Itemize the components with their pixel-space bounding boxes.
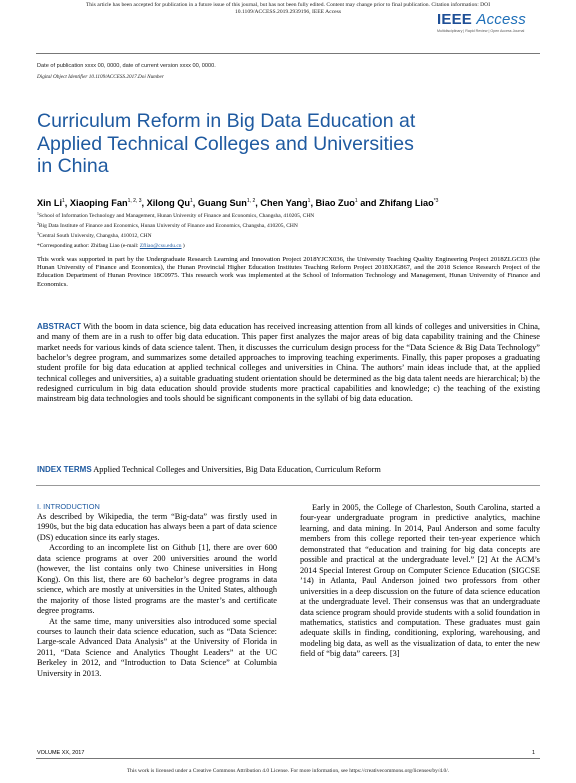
doi-line: Digital Object Identifier 10.1109/ACCESS.2017.Doi Number — [37, 74, 164, 80]
logo-ieee-text: IEEE — [437, 11, 472, 28]
author-name: Zhifang Liao — [379, 198, 434, 208]
affiliation-number: 3 — [37, 232, 39, 236]
affiliation-text: Big Data Institute of Finance and Economics, Hunan University of Finance and Economics, Changsha, 410205, CHN — [38, 223, 298, 229]
author-separator: , — [310, 198, 316, 208]
notice-line-1: This article has been accepted for publication in a future issue of this journal, but has not been fully edited. Content may change prior to final publication. Citation information: DOI — [85, 2, 491, 8]
section-heading: I. INTRODUCTION — [37, 502, 100, 511]
abstract-label: ABSTRACT — [37, 322, 81, 331]
author-name: Chen Yang — [260, 198, 308, 208]
index-terms-label: INDEX TERMS — [37, 465, 92, 474]
affiliation-text: School of Information Technology and Management, Hunan University of Finance and Economics, Changsha, 410205, CHN — [38, 213, 315, 219]
logo-access-text: Access — [476, 11, 526, 28]
affiliation-2 — [37, 221, 298, 230]
affiliation-number: 1 — [37, 212, 39, 216]
ieee-access-logo — [437, 11, 557, 41]
corresponding-suffix: ) — [181, 243, 185, 249]
affiliation-text: Central South University, Changsha, 410012, CHN — [38, 233, 152, 239]
affiliation-number: 2 — [37, 222, 39, 226]
affiliation-1 — [37, 211, 314, 220]
author-name: Xiaoping Fan — [69, 198, 128, 208]
author-affiliation-marker: 1 — [190, 198, 193, 204]
corresponding-author — [37, 243, 185, 249]
author-separator: , — [255, 198, 261, 208]
index-terms-text: Applied Technical Colleges and Universities, Big Data Education, Curriculum Reform — [93, 465, 381, 474]
abstract — [37, 322, 540, 405]
abstract-text: With the boom in data science, big data education has received increasing attention from all kinds of colleges and universities in China, and many of them are in a rush to offer big data education. This paper first analyzes the major areas of big data capability training and the Chinese market needs for various kinds of data science talent. Then, it discusses the curriculum design process for the “Data Science & Big Data Technology” bachelor’s degree program, and summarizes some detailed approaches to improving teaching experiments. Finally, this paper proposes a graduating student profile for big data education at applied technical colleges and universities in China. The authors’ main ideas include that, at the applied technical colleges and universities, a) a suitable graduating student orientation should be determined as the big data talent needs are hierarchical; b) the redesigned curriculum in big data education should provide students more practical capabilities and knowledge; c) the teaching of the existing mainstream big data technologies and tools should be significant components in the syllabi of big data education. — [37, 322, 540, 404]
paper-title — [37, 110, 537, 178]
body-paragraph: According to an incomplete list on Github [1], there are over 600 data science programs at over 200 universities around the world (however, the list contains only two Chinese universities in Hong Kong). On this list, there are 60 bachelor’s degree programs in data science, which are mostly at universities in the United States, although the majority of those listed programs are the master’s and certificate degree programs. — [37, 543, 277, 616]
author-list — [37, 198, 438, 208]
left-column — [37, 512, 277, 679]
right-column — [300, 503, 540, 660]
header-divider — [36, 53, 540, 54]
logo-tagline: Multidisciplinary | Rapid Review | Open Access Journal — [437, 29, 525, 33]
author-name: Biao Zuo — [315, 198, 355, 208]
body-paragraph: Early in 2005, the College of Charleston, South Carolina, started a four-year undergraduate program in predictive analytics, machine learning, and data mining. In 2014, Paul Anderson and some faculty members from this college reported their ten-year experience which demonstrated that “education and training for big data concepts are possible and practical at the undergraduate level.” [2] At the ACM’s 2014 Special Interest Group on Computer Science Education (SIGCSE ’14) in Atlanta, Paul Anderson joined two professors from other universities in a deep discussion on the future of data science education at the undergraduate level. Their consensus was that an undergraduate data science program should provide students with a solid foundation in mathematics, statistics and computation. These graduates must gain adequate skills in finding, conditioning, exploring, warehousing, and modeling big data, as well as the visualization of data, to enter the new field of “big data” careers. [3] — [300, 503, 540, 659]
author-affiliation-marker: 1 — [307, 198, 311, 204]
author-separator: , — [141, 198, 147, 208]
title-line-2: Applied Technical Colleges and Universities — [37, 132, 414, 155]
author-affiliation-marker: 1 — [62, 198, 65, 204]
logo-wordmark — [437, 11, 557, 28]
section-divider — [36, 485, 540, 486]
notice-line-2: 10.1109/ACCESS.2019.2939196, IEEE Access — [234, 9, 342, 15]
corresponding-prefix: *Corresponding author: Zhifang Liao (e-mail: — [37, 243, 140, 249]
affiliation-3 — [37, 231, 152, 240]
author-affiliation-marker: 1, 2, 3 — [127, 198, 142, 204]
author-name: Xilong Qu — [146, 198, 190, 208]
author-separator: and — [357, 198, 380, 208]
publication-date-line: Date of publication xxxx 00, 0000, date of current version xxxx 00, 0000. — [37, 63, 216, 69]
author-name: Xin Li — [37, 198, 63, 208]
author-separator: , — [192, 198, 198, 208]
title-line-3: in China — [37, 155, 109, 177]
volume-label: VOLUME XX, 2017 — [37, 750, 85, 756]
footer-divider — [36, 758, 540, 759]
index-terms — [37, 465, 540, 475]
license-notice: This work is licensed under a Creative Commons Attribution 4.0 License. For more information, see https://creativecommons.org/licenses/by/4.0/. — [126, 768, 450, 774]
author-separator: , — [64, 198, 70, 208]
corresponding-email-link[interactable]: Zfliao@csu.edu.cn — [139, 243, 182, 249]
author-name: Guang Sun — [197, 198, 247, 208]
title-line-1: Curriculum Reform in Big Data Education at — [37, 110, 416, 132]
funding-statement: This work was supported in part by the Undergraduate Research Learning and Innovation Project 2018YJCX036, the University Teaching Quality Engineering Project 2018ZLGC03 (the Hunan University of Finance and Economics), the Hunan Provincial Higher Education Institutes Teaching Reform Project 2018XJG867, and the 2018 Science Research Project of the Education Department of Hunan Province 18C0975. This research work was implemented at the School of Information Technology and Management, Hunan University of Finance and Economics. — [37, 256, 540, 288]
author-affiliation-marker: 1 — [354, 198, 358, 204]
body-paragraph: As described by Wikipedia, the term “Big-data” was firstly used in 1990s, but the big data education has always been a part of data science (DS) education since its early stages. — [37, 512, 277, 542]
page-number: 1 — [532, 750, 536, 756]
body-paragraph: At the same time, many universities also introduced some special courses to launch their data science education, such as “Data Science: Large-scale Advanced Data Analysis” at the University of Florida in 2011, “Data Science and Analytics Thought Leaders” at the UC Berkeley in 2012, and “Introduction to Data Science” at Columbia University in 2013. — [37, 616, 277, 678]
author-affiliation-marker: 1, 2 — [246, 198, 256, 204]
author-affiliation-marker: *3 — [433, 198, 439, 204]
